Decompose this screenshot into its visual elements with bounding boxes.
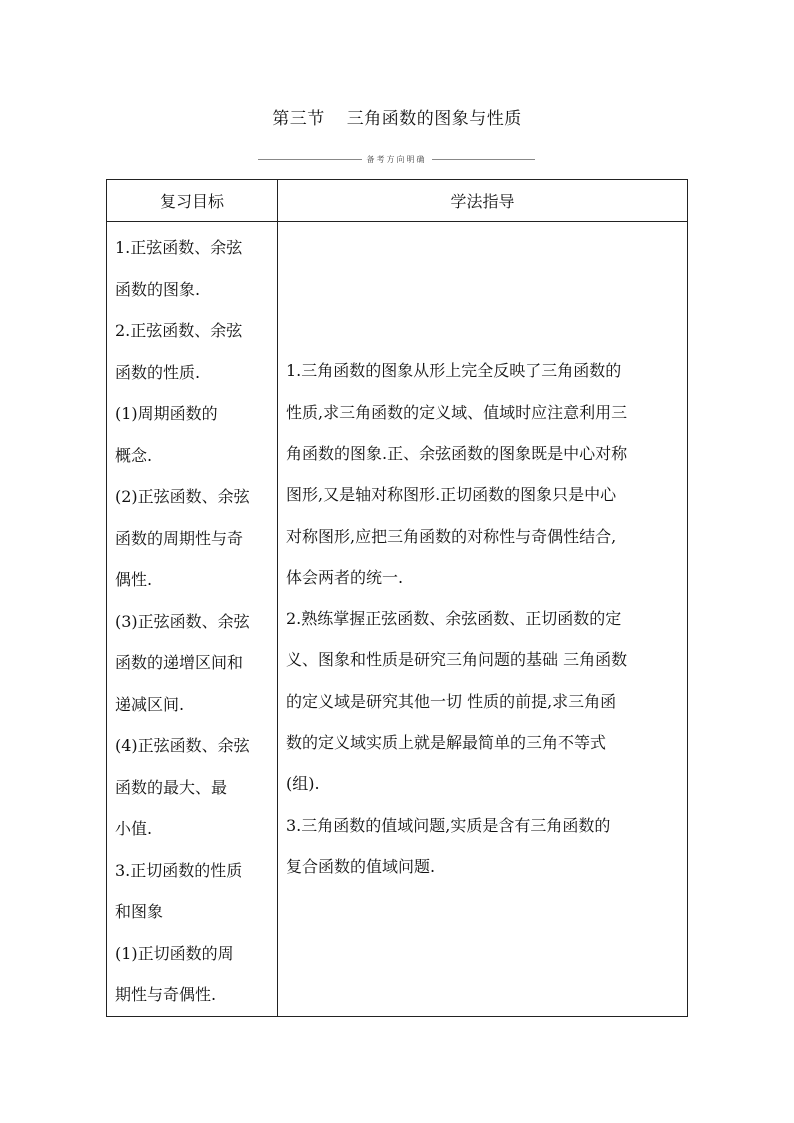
goal-line: 函数的性质. [115, 362, 201, 382]
header-review-goals: 复习目标 [107, 180, 278, 222]
goal-line: 和图象 [115, 902, 164, 921]
method-line: 图形,又是轴对称图形.正切函数的图象只是中心 [286, 485, 617, 505]
divider-line-right [432, 159, 536, 160]
goal-line: (1)正切函数的周 [115, 943, 234, 963]
method-line: 体会两者的统一. [286, 567, 404, 587]
goal-line: 偶性. [115, 570, 153, 589]
goal-line: 期性与奇偶性. [115, 985, 217, 1004]
section-divider [258, 152, 535, 166]
goal-line: 函数的递增区间和 [115, 653, 244, 672]
goal-line: (1)周期函数的 [115, 404, 218, 423]
study-guide-table [106, 179, 688, 1017]
header-study-method: 学法指导 [278, 180, 688, 222]
table-body-row [107, 222, 688, 1017]
method-line: 角函数的图象.正、余弦函数的图象既是中心对称 [286, 443, 628, 463]
method-line: 2.熟练掌握正弦函数、余弦函数、正切函数的定 [286, 609, 622, 629]
goal-line: 3.正切函数的性质 [115, 860, 243, 880]
method-line: 性质,求三角函数的定义域、值域时应注意利用三 [286, 402, 628, 422]
goal-line: 2.正弦函数、余弦 [115, 321, 243, 340]
page-title [0, 104, 794, 129]
goal-line: 小值. [115, 819, 153, 838]
divider-label: 备考方向明确 [366, 154, 427, 164]
table-header-row [107, 180, 688, 222]
method-line: 3.三角函数的值域问题,实质是含有三角函数的 [286, 815, 611, 835]
goal-line: 递减区间. [115, 694, 185, 714]
divider-line-left [258, 159, 362, 160]
goal-line: 函数的最大、最 [115, 777, 228, 797]
goal-line: 函数的图象. [115, 279, 201, 299]
review-goals-cell [107, 222, 278, 1017]
study-method-cell [278, 222, 688, 1017]
method-line: (组). [286, 774, 320, 794]
method-line: 1.三角函数的图象从形上完全反映了三角函数的 [286, 361, 622, 381]
goal-line: 函数的周期性与奇 [115, 528, 244, 548]
method-line: 复合函数的值域问题. [286, 856, 436, 876]
goal-line: (4)正弦函数、余弦 [115, 736, 250, 755]
section-number: 第三节 [272, 109, 325, 129]
goal-line: (2)正弦函数、余弦 [115, 487, 250, 506]
method-line: 义、图象和性质是研究三角问题的基础 三角函数 [286, 650, 628, 670]
goal-line: 概念. [115, 445, 153, 465]
method-line: 的定义域是研究其他一切 性质的前提,求三角函 [286, 691, 617, 711]
goal-line: 1.正弦函数、余弦 [115, 238, 243, 257]
method-line: 数的定义域实质上就是解最简单的三角不等式 [286, 732, 607, 752]
section-name: 三角函数的图象与性质 [346, 109, 522, 129]
method-line: 对称图形,应把三角函数的对称性与奇偶性结合, [286, 526, 617, 546]
goal-line: (3)正弦函数、余弦 [115, 611, 250, 631]
